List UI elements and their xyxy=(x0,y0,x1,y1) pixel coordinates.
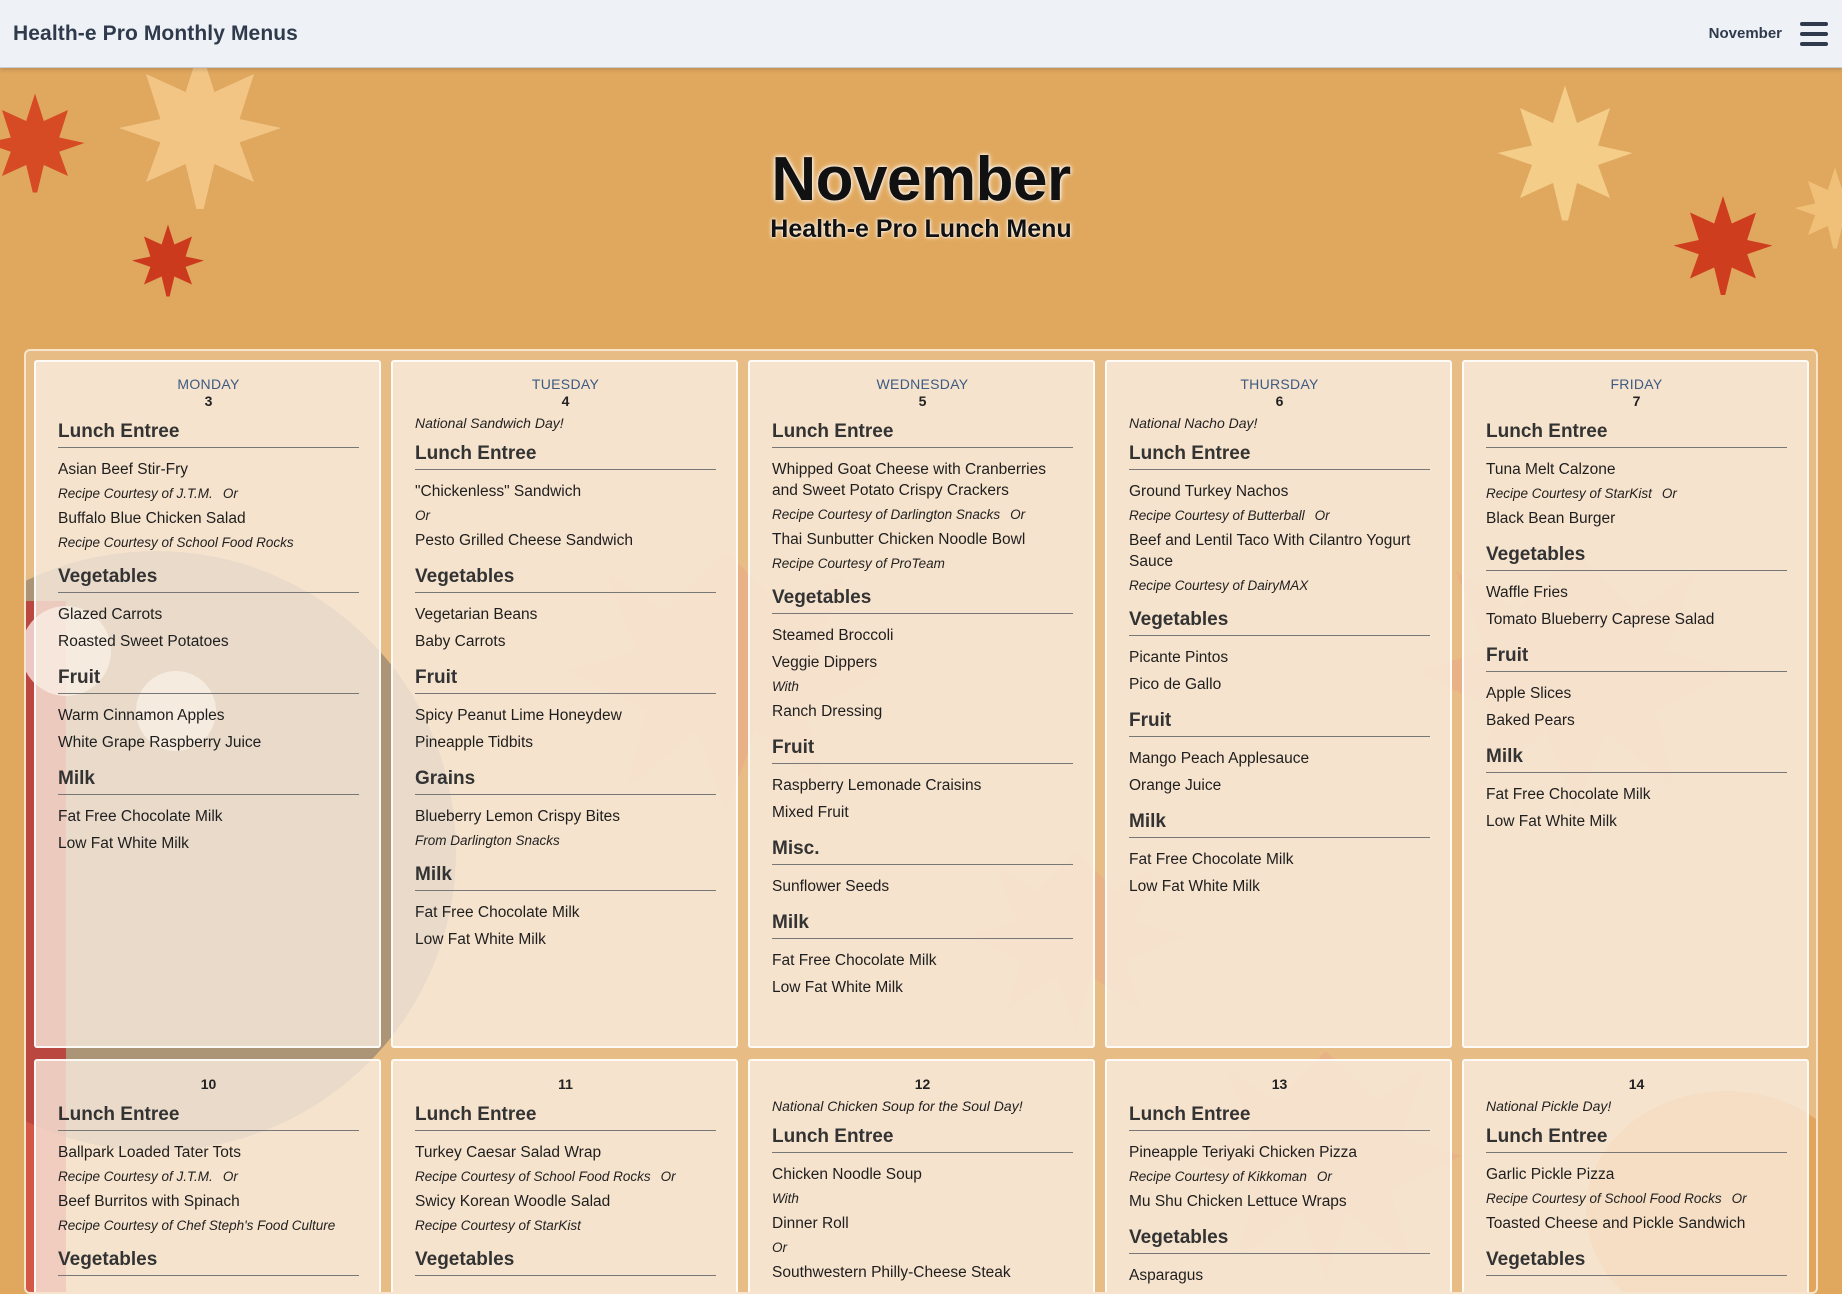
menu-item[interactable]: Thai Sunbutter Chicken Noodle Bowl xyxy=(772,531,1026,548)
day-number: 13 xyxy=(1271,1076,1288,1092)
day-card xyxy=(748,1059,1095,1294)
menu-item[interactable]: Fat Free Chocolate Milk xyxy=(772,952,937,969)
section-heading: Lunch Entree xyxy=(1486,1114,1787,1153)
note-text: Recipe Courtesy of School Food Rocks xyxy=(1486,1191,1722,1206)
menu-item[interactable]: Mango Peach Applesauce xyxy=(1129,750,1310,767)
menu-item[interactable]: Pico de Gallo xyxy=(1129,676,1222,693)
note-text: Recipe Courtesy of Kikkoman xyxy=(1129,1169,1307,1184)
day-card xyxy=(1462,360,1809,1048)
special-day-note: National Nacho Day! xyxy=(1129,415,1258,431)
section-heading: Vegetables xyxy=(1486,532,1787,571)
menu-item[interactable]: Garlic Pickle Pizza xyxy=(1486,1166,1615,1183)
menu-note xyxy=(772,504,1073,526)
note-text: Or xyxy=(415,508,430,523)
menu-note xyxy=(415,1215,716,1237)
section-heading: Milk xyxy=(772,900,1073,939)
section-heading: Lunch Entree xyxy=(58,409,359,448)
day-number: 10 xyxy=(200,1076,217,1092)
day-number: 14 xyxy=(1628,1076,1645,1092)
section-heading: Vegetables xyxy=(772,575,1073,614)
month-selector[interactable]: November xyxy=(1708,25,1782,42)
note-text: Recipe Courtesy of Butterball xyxy=(1129,508,1305,523)
menu-calendar xyxy=(24,349,1818,1294)
menu-item[interactable]: Dinner Roll xyxy=(772,1215,849,1232)
section-heading: Milk xyxy=(58,756,359,795)
menu-note xyxy=(772,1237,1073,1259)
top-bar-right xyxy=(1709,22,1828,46)
section-heading: Lunch Entree xyxy=(58,1092,359,1131)
menu-note xyxy=(58,1215,359,1237)
menu-item[interactable]: Ranch Dressing xyxy=(772,703,883,720)
section-heading: Misc. xyxy=(772,826,1073,865)
or-separator: Or xyxy=(1731,1191,1747,1206)
menu-note xyxy=(415,830,716,852)
note-text: Or xyxy=(772,1240,787,1255)
week-row xyxy=(34,360,1809,1048)
section-heading: Grains xyxy=(415,756,716,795)
day-name: FRIDAY xyxy=(1610,376,1663,392)
menu-item[interactable]: Low Fat White Milk xyxy=(1129,878,1260,895)
menu-item[interactable]: Blueberry Lemon Crispy Bites xyxy=(415,808,621,825)
menu-note xyxy=(58,1166,359,1188)
section-heading: Lunch Entree xyxy=(1486,409,1787,448)
page-title: November xyxy=(771,145,1071,214)
day-card xyxy=(391,1059,738,1294)
section-heading: Lunch Entree xyxy=(772,1114,1073,1153)
menu-item[interactable]: Steamed Broccoli xyxy=(772,627,894,644)
note-text: From Darlington Snacks xyxy=(415,833,560,848)
menu-item[interactable]: Asparagus xyxy=(1129,1267,1204,1284)
or-separator: Or xyxy=(660,1169,676,1184)
hero xyxy=(0,145,1842,243)
note-text: With xyxy=(772,1191,799,1206)
top-bar xyxy=(0,0,1842,68)
menu-item[interactable]: Pineapple Teriyaki Chicken Pizza xyxy=(1129,1144,1358,1161)
note-text: Recipe Courtesy of School Food Rocks xyxy=(58,535,294,550)
menu-item[interactable]: Baked Pears xyxy=(1486,712,1575,729)
menu-item[interactable]: Pesto Grilled Cheese Sandwich xyxy=(415,532,633,549)
section-heading: Vegetables xyxy=(1129,597,1430,636)
menu-item[interactable]: Glazed Carrots xyxy=(58,606,163,623)
menu-item[interactable]: Tomato Blueberry Caprese Salad xyxy=(1486,611,1715,628)
or-separator: Or xyxy=(1314,508,1330,523)
day-card xyxy=(1105,1059,1452,1294)
section-heading: Milk xyxy=(1486,734,1787,773)
section-heading: Vegetables xyxy=(415,1237,716,1276)
menu-item[interactable]: Fat Free Chocolate Milk xyxy=(1486,786,1651,803)
day-name: THURSDAY xyxy=(1240,376,1319,392)
or-separator: Or xyxy=(222,486,238,501)
day-name: TUESDAY xyxy=(531,376,600,392)
day-card xyxy=(748,360,1095,1048)
section-heading: Fruit xyxy=(1486,633,1787,672)
menu-item[interactable]: Low Fat White Milk xyxy=(58,835,189,852)
menu-note xyxy=(1129,505,1430,527)
section-heading: Fruit xyxy=(1129,698,1430,737)
menu-note xyxy=(1129,1166,1430,1188)
menu-item[interactable]: Turkey Caesar Salad Wrap xyxy=(415,1144,602,1161)
day-name: WEDNESDAY xyxy=(876,376,969,392)
menu-item[interactable]: Vegetarian Beans xyxy=(415,606,538,623)
menu-item[interactable]: Swicy Korean Woodle Salad xyxy=(415,1193,611,1210)
week-row xyxy=(34,1059,1809,1294)
menu-item[interactable]: Southwestern Philly-Cheese Steak xyxy=(772,1264,1011,1281)
special-day-note: National Chicken Soup for the Soul Day! xyxy=(772,1098,1023,1114)
section-heading: Vegetables xyxy=(58,1237,359,1276)
menu-note xyxy=(1486,1188,1787,1210)
note-text: Recipe Courtesy of J.T.M. xyxy=(58,1169,213,1184)
or-separator: Or xyxy=(1010,507,1026,522)
section-heading: Milk xyxy=(415,852,716,891)
menu-item[interactable]: Whipped Goat Cheese with Cranberries and Sweet Potato Crispy Crackers xyxy=(772,461,1046,499)
menu-item[interactable]: Beef and Lentil Taco With Cilantro Yogurt Sauce xyxy=(1129,532,1411,570)
day-name: MONDAY xyxy=(177,376,240,392)
menu-item[interactable]: Roasted Sweet Potatoes xyxy=(58,633,229,650)
day-number: 5 xyxy=(918,393,927,409)
menu-item[interactable]: Fat Free Chocolate Milk xyxy=(415,904,580,921)
day-number: 6 xyxy=(1275,393,1284,409)
note-text: Recipe Courtesy of DairyMAX xyxy=(1129,578,1309,593)
day-card xyxy=(34,360,381,1048)
note-text: Recipe Courtesy of StarKist xyxy=(1486,486,1652,501)
section-heading: Milk xyxy=(1129,799,1430,838)
section-heading: Fruit xyxy=(772,725,1073,764)
note-text: Recipe Courtesy of StarKist xyxy=(415,1218,581,1233)
menu-item[interactable]: Raspberry Lemonade Craisins xyxy=(772,777,982,794)
menu-item[interactable]: Beef Burritos with Spinach xyxy=(58,1193,240,1210)
special-day-note: National Pickle Day! xyxy=(1486,1098,1612,1114)
day-card xyxy=(1462,1059,1809,1294)
menu-item[interactable]: Low Fat White Milk xyxy=(1486,813,1617,830)
menu-item[interactable]: Asian Beef Stir-Fry xyxy=(58,461,189,478)
section-heading: Lunch Entree xyxy=(1129,431,1430,470)
menu-item[interactable]: White Grape Raspberry Juice xyxy=(58,734,262,751)
menu-item[interactable]: Pineapple Tidbits xyxy=(415,734,534,751)
menu-item[interactable]: Spicy Peanut Lime Honeydew xyxy=(415,707,622,724)
menu-note xyxy=(772,1188,1073,1210)
app-title: Health-e Pro Monthly Menus xyxy=(13,21,298,45)
section-heading: Vegetables xyxy=(1129,1215,1430,1254)
menu-item[interactable]: Orange Juice xyxy=(1129,777,1222,794)
menu-note xyxy=(772,553,1073,575)
menu-item[interactable]: Mixed Fruit xyxy=(772,804,849,821)
day-number: 11 xyxy=(558,1076,573,1092)
menu-item[interactable]: Apple Slices xyxy=(1486,685,1572,702)
menu-note xyxy=(1129,575,1430,597)
note-text: Recipe Courtesy of ProTeam xyxy=(772,556,945,571)
menu-item[interactable]: "Chickenless" Sandwich xyxy=(415,483,582,500)
note-text: Recipe Courtesy of Darlington Snacks xyxy=(772,507,1001,522)
menu-item[interactable]: Veggie Dippers xyxy=(772,654,878,671)
menu-item[interactable]: Waffle Fries xyxy=(1486,584,1568,601)
menu-note xyxy=(1486,483,1787,505)
hamburger-menu-icon[interactable] xyxy=(1800,22,1828,46)
menu-note xyxy=(415,1166,716,1188)
menu-item[interactable]: Warm Cinnamon Apples xyxy=(58,707,225,724)
menu-item[interactable]: Tuna Melt Calzone xyxy=(1486,461,1616,478)
day-card xyxy=(34,1059,381,1294)
section-heading: Lunch Entree xyxy=(415,431,716,470)
menu-item[interactable]: Sunflower Seeds xyxy=(772,878,890,895)
day-number: 4 xyxy=(561,393,570,409)
day-number: 7 xyxy=(1632,393,1641,409)
menu-item[interactable]: Chicken Noodle Soup xyxy=(772,1166,922,1183)
or-separator: Or xyxy=(222,1169,238,1184)
note-text: Recipe Courtesy of School Food Rocks xyxy=(415,1169,651,1184)
section-heading: Vegetables xyxy=(415,554,716,593)
day-card xyxy=(391,360,738,1048)
section-heading: Vegetables xyxy=(1486,1237,1787,1276)
section-heading: Lunch Entree xyxy=(772,409,1073,448)
menu-note xyxy=(58,532,359,554)
note-text: With xyxy=(772,679,799,694)
or-separator: Or xyxy=(1661,486,1677,501)
section-heading: Fruit xyxy=(415,655,716,694)
menu-item[interactable]: Picante Pintos xyxy=(1129,649,1229,666)
day-number: 12 xyxy=(914,1076,931,1092)
menu-item[interactable]: Fat Free Chocolate Milk xyxy=(58,808,223,825)
section-heading: Lunch Entree xyxy=(1129,1092,1430,1131)
menu-item[interactable]: Low Fat White Milk xyxy=(772,979,903,996)
menu-item[interactable]: Buffalo Blue Chicken Salad xyxy=(58,510,246,527)
menu-note xyxy=(58,483,359,505)
menu-note xyxy=(772,676,1073,698)
special-day-note: National Sandwich Day! xyxy=(415,415,564,431)
note-text: Recipe Courtesy of J.T.M. xyxy=(58,486,213,501)
menu-item[interactable]: Toasted Cheese and Pickle Sandwich xyxy=(1486,1215,1746,1232)
day-card xyxy=(1105,360,1452,1048)
menu-item[interactable]: Black Bean Burger xyxy=(1486,510,1616,527)
day-number: 3 xyxy=(204,393,213,409)
menu-item[interactable]: Mu Shu Chicken Lettuce Wraps xyxy=(1129,1193,1347,1210)
menu-item[interactable]: Baby Carrots xyxy=(415,633,506,650)
page-subtitle: Health-e Pro Lunch Menu xyxy=(770,215,1072,243)
or-separator: Or xyxy=(1316,1169,1332,1184)
section-heading: Fruit xyxy=(58,655,359,694)
menu-item[interactable]: Fat Free Chocolate Milk xyxy=(1129,851,1294,868)
section-heading: Lunch Entree xyxy=(415,1092,716,1131)
menu-item[interactable]: Ballpark Loaded Tater Tots xyxy=(58,1144,241,1161)
menu-item[interactable]: Low Fat White Milk xyxy=(415,931,546,948)
menu-item[interactable]: Ground Turkey Nachos xyxy=(1129,483,1289,500)
section-heading: Vegetables xyxy=(58,554,359,593)
note-text: Recipe Courtesy of Chef Steph's Food Culture xyxy=(58,1218,336,1233)
menu-note xyxy=(415,505,716,527)
